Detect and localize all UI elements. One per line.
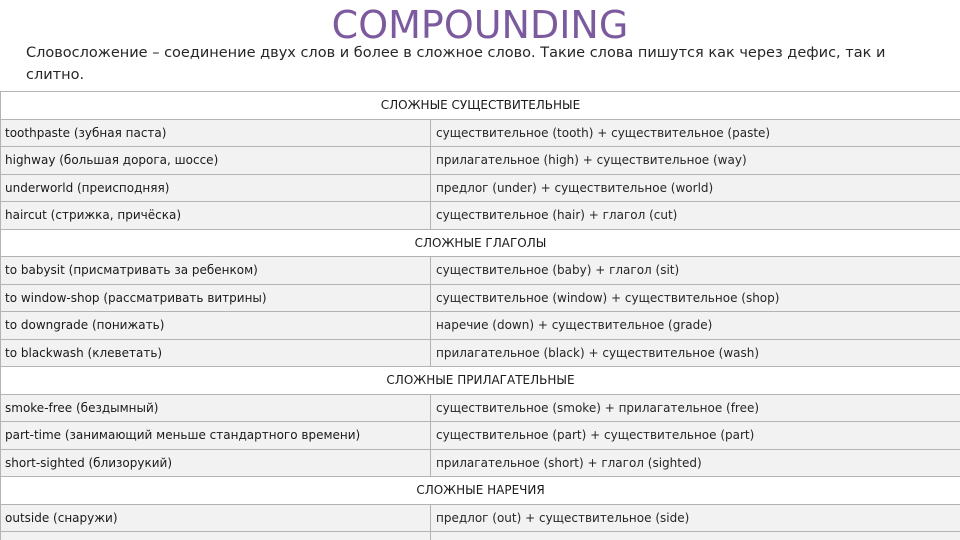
table-row bbox=[1, 312, 960, 340]
table-row bbox=[1, 449, 960, 477]
section-header-row bbox=[1, 477, 960, 505]
example-cell: smoke-free (бездымный) bbox=[1, 394, 431, 422]
formation-cell: существительное (hair) + глагол (cut) bbox=[431, 202, 960, 230]
example-cell: to blackwash (клеветать) bbox=[1, 339, 431, 367]
table-row bbox=[1, 532, 960, 540]
formation-cell: существительное (smoke) + прилагательное (free) bbox=[431, 394, 960, 422]
section-header-row bbox=[1, 92, 960, 120]
formation-cell: предлог (out) + существительное (side) bbox=[431, 504, 960, 532]
formation-cell: прилагательное (high) + существительное (way) bbox=[431, 147, 960, 175]
section-heading-adverbs: СЛОЖНЫЕ НАРЕЧИЯ bbox=[1, 477, 960, 505]
formation-cell: существительное (tooth) + существительное (paste) bbox=[431, 119, 960, 147]
table-row bbox=[1, 284, 960, 312]
example-cell bbox=[1, 532, 431, 540]
example-cell: outside (снаружи) bbox=[1, 504, 431, 532]
section-heading-nouns: СЛОЖНЫЕ СУЩЕСТВИТЕЛЬНЫЕ bbox=[1, 92, 960, 120]
formation-cell: прилагательное (black) + существительное (wash) bbox=[431, 339, 960, 367]
example-cell: haircut (стрижка, причёска) bbox=[1, 202, 431, 230]
formation-cell: прилагательное (short) + глагол (sighted) bbox=[431, 449, 960, 477]
slide-title: COMPOUNDING bbox=[331, 3, 629, 47]
table-row bbox=[1, 339, 960, 367]
table-row bbox=[1, 394, 960, 422]
example-cell: to window-shop (рассматривать витрины) bbox=[1, 284, 431, 312]
table-row bbox=[1, 504, 960, 532]
section-heading-verbs: СЛОЖНЫЕ ГЛАГОЛЫ bbox=[1, 229, 960, 257]
table-row bbox=[1, 257, 960, 285]
example-cell: part-time (занимающий меньше стандартного времени) bbox=[1, 422, 431, 450]
formation-cell: существительное (part) + существительное (part) bbox=[431, 422, 960, 450]
intro-text: Словосложение – соединение двух слов и более в сложное слово. Такие слова пишутся как через дефис, так и слитно. bbox=[26, 45, 886, 83]
example-cell: to babysit (присматривать за ребенком) bbox=[1, 257, 431, 285]
formation-cell bbox=[431, 532, 960, 540]
formation-cell: существительное (window) + существительное (shop) bbox=[431, 284, 960, 312]
example-cell: short-sighted (близорукий) bbox=[1, 449, 431, 477]
table-row bbox=[1, 202, 960, 230]
section-header-row bbox=[1, 367, 960, 395]
formation-cell: наречие (down) + существительное (grade) bbox=[431, 312, 960, 340]
formation-cell: предлог (under) + существительное (world) bbox=[431, 174, 960, 202]
table-row bbox=[1, 422, 960, 450]
example-cell: underworld (преисподняя) bbox=[1, 174, 431, 202]
table-row bbox=[1, 119, 960, 147]
compounding-table bbox=[0, 91, 960, 540]
example-cell: highway (большая дорога, шоссе) bbox=[1, 147, 431, 175]
section-heading-adjectives: СЛОЖНЫЕ ПРИЛАГАТЕЛЬНЫЕ bbox=[1, 367, 960, 395]
table-row bbox=[1, 147, 960, 175]
formation-cell: существительное (baby) + глагол (sit) bbox=[431, 257, 960, 285]
section-header-row bbox=[1, 229, 960, 257]
example-cell: to downgrade (понижать) bbox=[1, 312, 431, 340]
example-cell: toothpaste (зубная паста) bbox=[1, 119, 431, 147]
table-row bbox=[1, 174, 960, 202]
